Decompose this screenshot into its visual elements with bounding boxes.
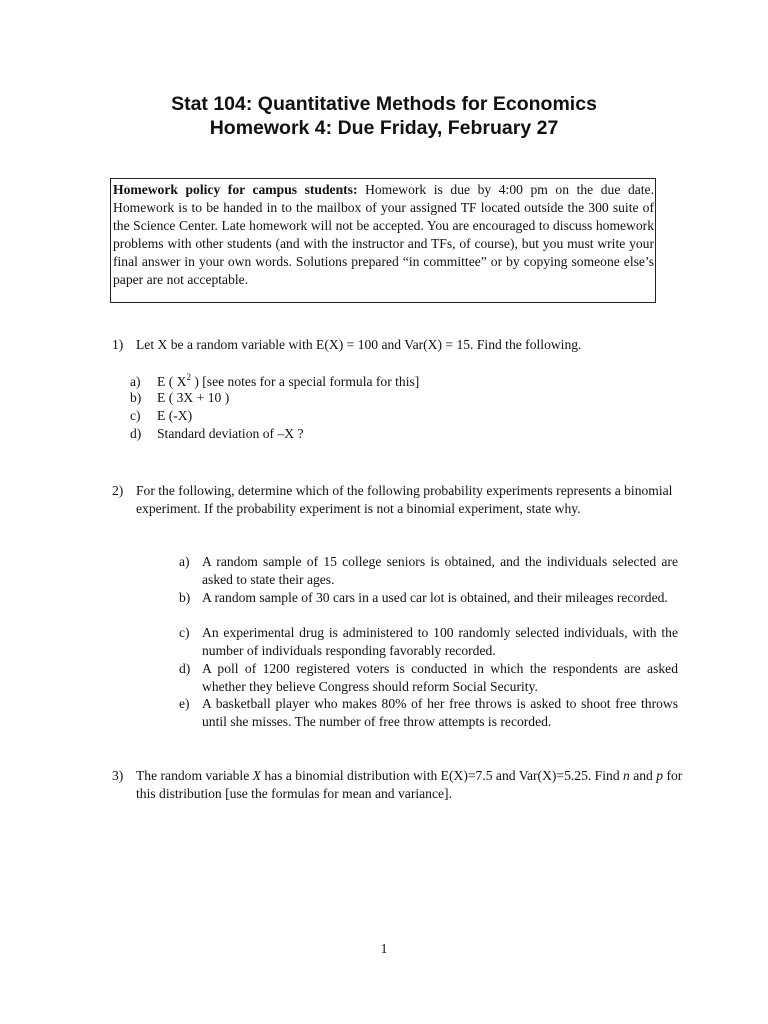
item-label: b) — [179, 590, 191, 605]
item-label: c) — [179, 625, 190, 640]
question-2-text: For the following, determine which of the following probability experiments represents a binomial experiment. If the probability experiment is not a binomial experiment, state why. — [136, 483, 673, 516]
item-text: An experimental drug is administered to 100 randomly selected individuals, with the number of individuals responding favorably recorded. — [202, 625, 678, 658]
item-text: A random sample of 30 cars in a used car lot is obtained, and their mileages recorded. — [202, 590, 668, 605]
item-text: A poll of 1200 registered voters is conducted in which the respondents are asked whether they believe Congress should reform Social Security. — [202, 661, 678, 694]
variable-n: n — [623, 768, 630, 783]
part-label: b) — [130, 390, 142, 405]
question-1-number: 1) — [112, 337, 124, 352]
policy-body: Homework is due by 4:00 pm on the due date. Homework is to be handed in to the mailbox of your assigned TF located outside the 300 suite of the Science Center. Late homework will not be accepted. You are encouraged to discuss homework problems with other students (and with the instructor and TFs, of course), but you must write your final answer in your own words. Solutions prepared “in committee” or by copying someone else’s paper are not acceptable. — [113, 182, 654, 287]
question-2-number: 2) — [112, 483, 124, 498]
question-1-text: Let X be a random variable with E(X) = 100 and Var(X) = 15. Find the following. — [136, 337, 582, 352]
document-title: Stat 104: Quantitative Methods for Economics — [171, 93, 597, 115]
policy-heading: Homework policy for campus students: — [113, 182, 358, 197]
homework-policy-box — [110, 178, 656, 303]
part-label: c) — [130, 408, 141, 423]
item-text: A basketball player who makes 80% of her free throws is asked to shoot free throws until she misses. The number of free throw attempts is recorded. — [202, 696, 678, 729]
variable-p: p — [656, 768, 664, 783]
variable-x: X — [252, 768, 261, 783]
part-label: a) — [130, 374, 141, 389]
item-label: a) — [179, 554, 190, 569]
part-text: E (-X) — [157, 408, 193, 423]
exponent: 2 — [186, 372, 191, 382]
document-subtitle: Homework 4: Due Friday, February 27 — [209, 117, 559, 139]
part-label: d) — [130, 426, 142, 441]
question-3-number: 3) — [112, 768, 124, 783]
item-label: d) — [179, 661, 191, 676]
part-text: E ( $X^2$ ) [see notes for a special formula for this] — [157, 372, 420, 389]
part-text: E ( 3X + 10 ) — [157, 390, 230, 405]
question-3-text: The random variable X has a binomial distribution with E(X)=7.5 and Var(X)=5.25. Find n and p for this distribution [use the formulas for mean and variance]. — [136, 768, 683, 801]
item-text: A random sample of 15 college seniors is obtained, and the individuals selected are asked to state their ages. — [202, 554, 678, 587]
page-number: 1 — [380, 941, 388, 956]
part-text: Standard deviation of –X ? — [157, 426, 304, 441]
item-label: e) — [179, 696, 190, 711]
